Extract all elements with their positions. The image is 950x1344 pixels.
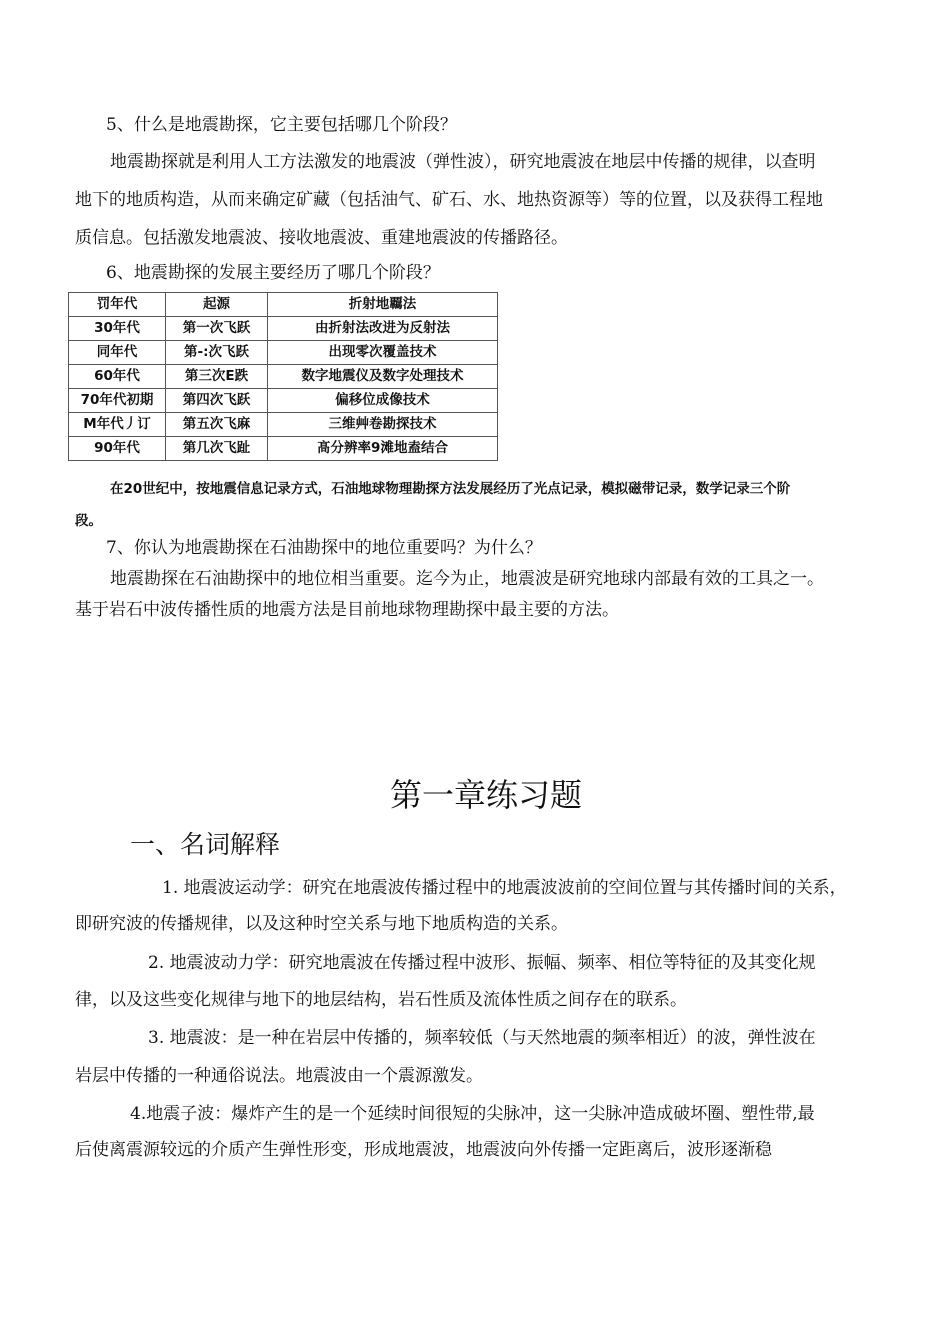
answer-5-line-3: 质信息。包括激发地震波、接收地震波、重建地震波的传播路径。 bbox=[75, 228, 568, 248]
table-header-row bbox=[69, 293, 498, 317]
table-cell: 90年代 bbox=[69, 437, 166, 461]
answer-5-line-1: 地震勘探就是利用人工方法激发的地震波（弹性波），研究地震波在地层中传播的规律，以查明 bbox=[110, 152, 816, 172]
table-cell: 70年代初期 bbox=[69, 389, 166, 413]
term-4-line-1: 4.地震子波：爆炸产生的是一个延续时间很短的尖脉冲，这一尖脉冲造成破坏圈、塑性带,最 bbox=[130, 1104, 815, 1124]
table-cell: 三维艸卷勘探技术 bbox=[268, 413, 498, 437]
table-row bbox=[69, 389, 498, 413]
table-cell: 第三次E跌 bbox=[166, 365, 268, 389]
answer-5-line-2: 地下的地质构造，从而来确定矿藏（包括油气、矿石、水、地热资源等）等的位置，以及获得工程地 bbox=[75, 190, 823, 210]
table-header-cell: 折射地覊法 bbox=[268, 293, 498, 317]
table-row bbox=[69, 413, 498, 437]
table-cell: M年代丿订 bbox=[69, 413, 166, 437]
term-1-line-2: 即研究波的传播规律，以及这种时空关系与地下地质构造的关系。 bbox=[75, 914, 568, 934]
table-cell: 出现零次覆盖技术 bbox=[268, 341, 498, 365]
term-3-line-1: 3. 地震波：是一种在岩层中传播的，频率较低（与天然地震的频率相近）的波，弹性波在 bbox=[148, 1028, 816, 1048]
term-4-line-2: 后使离震源较远的介质产生弹性形变，形成地震波，地震波向外传播一定距离后，波形逐渐稳 bbox=[75, 1140, 772, 1160]
question-6: 6、地震勘探的发展主要经历了哪几个阶段？ bbox=[106, 263, 440, 283]
term-3-line-2: 岩层中传播的一种通俗说法。地震波由一个震源激发。 bbox=[75, 1066, 483, 1086]
table-header-cell: 罚年代 bbox=[69, 293, 166, 317]
section-title: 一、名词解释 bbox=[130, 830, 281, 859]
table-cell: 偏移位成像技术 bbox=[268, 389, 498, 413]
table-cell: 髙分辨率9滩地盍结合 bbox=[268, 437, 498, 461]
term-1-line-1: 1. 地震波运动学：研究在地震波传播过程中的地震波波前的空间位置与其传播时间的关系， bbox=[162, 878, 847, 898]
question-7: 7、你认为地震勘探在石油勘探中的地位重要吗？为什么？ bbox=[106, 538, 542, 558]
question-5: 5、什么是地震勘探，它主要包括哪几个阶段？ bbox=[106, 115, 457, 135]
term-2-line-1: 2. 地震波动力学：研究地震波在传播过程中波形、振幅、频率、相位等特征的及其变化规 bbox=[148, 953, 816, 973]
table-header-cell: 起源 bbox=[166, 293, 268, 317]
table-row bbox=[69, 317, 498, 341]
chapter-title: 第一章练习题 bbox=[390, 776, 583, 814]
answer-7-line-1: 地震勘探在石油勘探中的地位相当重要。迄今为止，地震波是研究地球内部最有效的工具之一。 bbox=[110, 569, 824, 589]
table-cell: 第一次飞跃 bbox=[166, 317, 268, 341]
table-cell: 30年代 bbox=[69, 317, 166, 341]
table-row bbox=[69, 341, 498, 365]
table-row bbox=[69, 365, 498, 389]
note-line-1: 在20世纪中，按地震信息记录方式，石油地球物理勘探方法发展经历了光点记录，模拟磁带记录，数学记录三个阶 bbox=[110, 481, 791, 497]
term-2-line-2: 律，以及这些变化规律与地下的地层结构，岩石性质及流体性质之间存在的联系。 bbox=[75, 990, 687, 1010]
table-cell: 同年代 bbox=[69, 341, 166, 365]
table-cell: 第四次飞跃 bbox=[166, 389, 268, 413]
table-cell: 由折射法改进为反射法 bbox=[268, 317, 498, 341]
development-stages-table bbox=[68, 292, 498, 461]
table-cell: 第-:次飞跃 bbox=[166, 341, 268, 365]
table-cell: 60年代 bbox=[69, 365, 166, 389]
table-cell: 第五次飞麻 bbox=[166, 413, 268, 437]
table-cell: 第几次飞趾 bbox=[166, 437, 268, 461]
table-row bbox=[69, 437, 498, 461]
answer-7-line-2: 基于岩石中波传播性质的地震方法是目前地球物理勘探中最主要的方法。 bbox=[75, 600, 619, 620]
note-line-2: 段。 bbox=[75, 513, 102, 529]
table-cell: 数字地震仪及数字处理技术 bbox=[268, 365, 498, 389]
